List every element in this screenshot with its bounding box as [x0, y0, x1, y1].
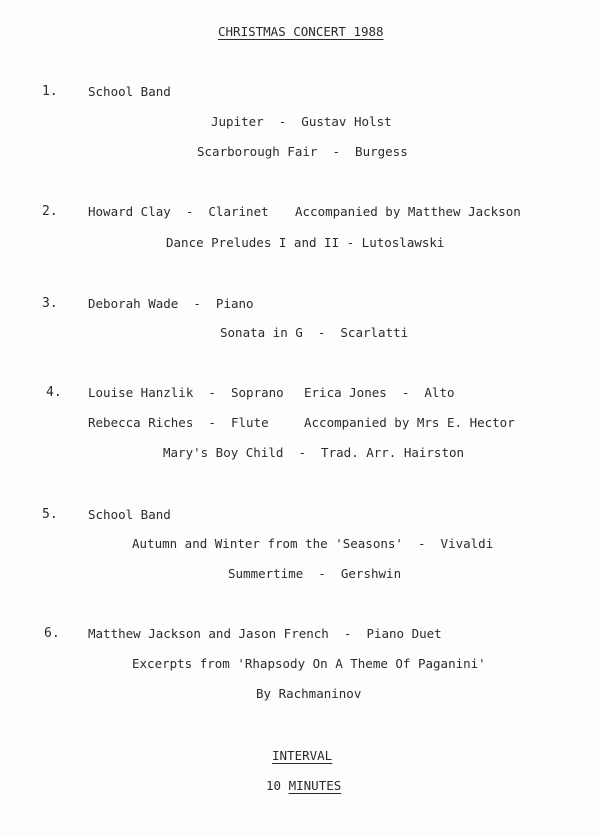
item-piece: Excerpts from 'Rhapsody On A Theme Of Paganini' [132, 656, 486, 671]
item-number: 2. [42, 204, 58, 219]
item-accompaniment: Accompanied by Mrs E. Hector [304, 415, 515, 430]
item-piece: By Rachmaninov [256, 686, 362, 701]
item-performer: Matthew Jackson and Jason French - Piano Duet [88, 626, 442, 641]
page-title: CHRISTMAS CONCERT 1988 [218, 24, 384, 39]
item-performer: Louise Hanzlik - Soprano [88, 385, 284, 400]
item-performer: Howard Clay - Clarinet [88, 204, 269, 219]
item-performer: Deborah Wade - Piano [88, 296, 254, 311]
interval-duration-unit: MINUTES [288, 778, 342, 793]
item-performer-3: Rebecca Riches - Flute [88, 415, 269, 430]
item-number: 6. [44, 626, 60, 641]
item-piece: Jupiter - Gustav Holst [211, 114, 392, 129]
item-piece: Scarborough Fair - Burgess [197, 144, 408, 159]
item-performer: School Band [88, 507, 171, 522]
interval-duration-number: 10 [266, 778, 282, 793]
item-number: 1. [42, 84, 58, 99]
item-piece: Dance Preludes I and II - Lutoslawski [166, 235, 445, 250]
item-piece: Autumn and Winter from the 'Seasons' - Vivaldi [132, 536, 494, 551]
item-number: 5. [42, 507, 58, 522]
item-performer: School Band [88, 84, 171, 99]
item-number: 4. [46, 385, 62, 400]
item-performer-2: Erica Jones - Alto [304, 385, 455, 400]
item-piece: Sonata in G - Scarlatti [220, 325, 409, 340]
item-number: 3. [42, 296, 58, 311]
item-accompaniment: Accompanied by Matthew Jackson [295, 204, 521, 219]
item-piece: Mary's Boy Child - Trad. Arr. Hairston [163, 445, 465, 460]
interval-duration [266, 779, 341, 793]
interval-label: INTERVAL [272, 748, 333, 763]
item-piece: Summertime - Gershwin [228, 566, 402, 581]
